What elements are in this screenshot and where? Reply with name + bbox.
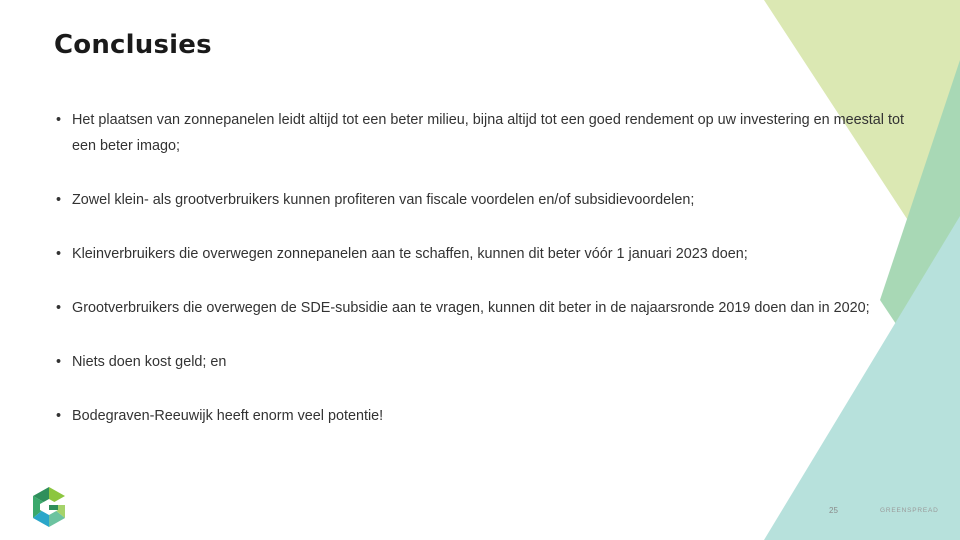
list-item-text: Kleinverbruikers die overwegen zonnepanelen aan te schaffen, kunnen dit beter vóór 1 januari 2023 doen;: [72, 246, 748, 262]
bullet-point-icon: •: [56, 354, 62, 370]
bullet-point-icon: •: [56, 408, 62, 424]
list-item-text: Bodegraven-Reeuwijk heeft enorm veel potentie!: [72, 408, 384, 424]
brand-name: GREENSPREAD: [880, 507, 939, 514]
list-item: [54, 187, 904, 213]
bullet-point-icon: •: [56, 246, 62, 262]
list-item-text: Het plaatsen van zonnepanelen leidt altijd tot een beter milieu, bijna altijd tot een goed rendement op uw investering en meestal tot een beter imago;: [72, 112, 904, 154]
list-item: [54, 107, 904, 159]
bullet-point-icon: •: [56, 192, 62, 208]
greenspread-logo-icon: [31, 487, 67, 527]
list-item: [54, 295, 904, 321]
list-item-text: Grootverbruikers die overwegen de SDE-subsidie aan te vragen, kunnen dit beter in de najaarsronde 2019 doen dan in 2020;: [72, 300, 870, 316]
conclusion-list: [54, 107, 904, 429]
slide-title: Conclusies: [54, 30, 212, 60]
list-item-text: Niets doen kost geld; en: [72, 354, 227, 370]
list-item: [54, 241, 904, 267]
list-item: [54, 349, 904, 375]
page-number: 25: [829, 506, 838, 515]
bullet-point-icon: •: [56, 300, 62, 316]
list-item: [54, 403, 904, 429]
list-item-text: Zowel klein- als grootverbruikers kunnen profiteren van fiscale voordelen en/of subsidievoordelen;: [72, 192, 695, 208]
bullet-point-icon: •: [56, 112, 62, 128]
